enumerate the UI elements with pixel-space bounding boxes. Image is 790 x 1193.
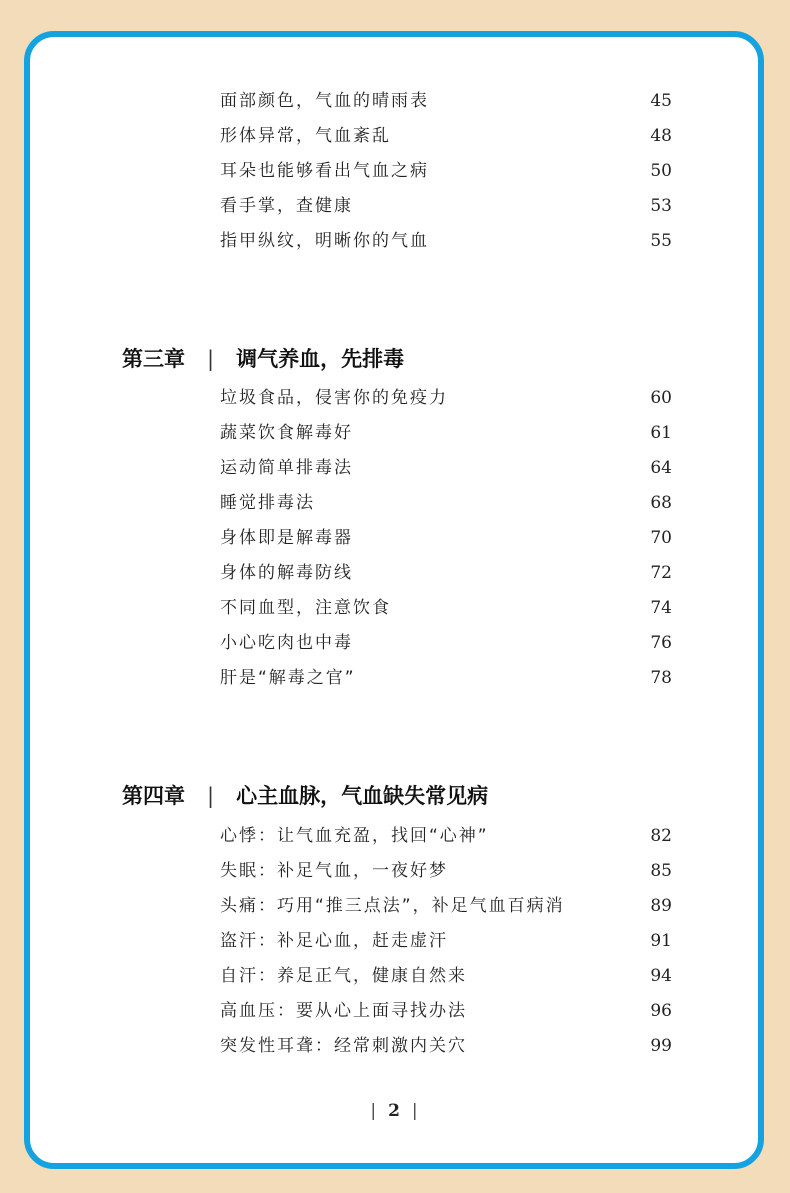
chapter-number: 第三章 — [122, 346, 185, 371]
toc-entry[interactable] — [30, 856, 758, 886]
entry-title: 盗汗：补足心血，赶走虚汗 — [220, 931, 448, 951]
entry-title: 形体异常，气血紊乱 — [220, 126, 391, 146]
entry-page: 72 — [650, 563, 672, 583]
entry-title: 不同血型，注意饮食 — [220, 598, 391, 618]
toc-entry[interactable] — [30, 86, 758, 116]
entry-page: 61 — [650, 423, 672, 443]
entry-page: 82 — [650, 826, 672, 846]
entry-page: 60 — [650, 388, 672, 408]
toc-entry[interactable] — [30, 996, 758, 1026]
entry-title: 头痛：巧用“推三点法”，补足气血百病消 — [220, 896, 565, 916]
page-number: 2 — [388, 1101, 400, 1121]
entry-title: 面部颜色，气血的晴雨表 — [220, 91, 429, 111]
entry-page: 78 — [650, 668, 672, 688]
entry-page: 99 — [650, 1036, 672, 1056]
entry-title: 指甲纵纹，明晰你的气血 — [220, 231, 429, 251]
entry-page: 76 — [650, 633, 672, 653]
entry-title: 小心吃肉也中毒 — [220, 633, 353, 653]
toc-card — [24, 31, 764, 1169]
chapter-title: 调气养血，先排毒 — [236, 346, 405, 371]
toc-entry[interactable] — [30, 488, 758, 518]
entry-title: 蔬菜饮食解毒好 — [220, 423, 353, 443]
chapter-number: 第四章 — [122, 783, 185, 808]
entry-title: 身体的解毒防线 — [220, 563, 353, 583]
entry-page: 48 — [650, 126, 672, 146]
entry-title: 突发性耳聋：经常刺激内关穴 — [220, 1036, 467, 1056]
entry-page: 74 — [650, 598, 672, 618]
entry-page: 53 — [650, 196, 672, 216]
entry-page: 89 — [650, 896, 672, 916]
entry-page: 45 — [650, 91, 672, 111]
toc-entry[interactable] — [30, 558, 758, 588]
toc-entry[interactable] — [30, 961, 758, 991]
toc-entry[interactable] — [30, 1031, 758, 1061]
toc-entry[interactable] — [30, 156, 758, 186]
entry-page: 96 — [650, 1001, 672, 1021]
toc-entry[interactable] — [30, 418, 758, 448]
toc-entry[interactable] — [30, 383, 758, 413]
entry-page: 50 — [650, 161, 672, 181]
toc-entry[interactable] — [30, 593, 758, 623]
toc-entry[interactable] — [30, 191, 758, 221]
entry-title: 失眠：补足气血，一夜好梦 — [220, 861, 448, 881]
toc-entry[interactable] — [30, 523, 758, 553]
entry-title: 身体即是解毒器 — [220, 528, 353, 548]
entry-title: 心悸：让气血充盈，找回“心神” — [220, 826, 489, 846]
toc-entry[interactable] — [30, 226, 758, 256]
page-number-footer — [30, 1101, 758, 1121]
chapter-heading — [122, 778, 488, 814]
entry-page: 55 — [650, 231, 672, 251]
chapter-title: 心主血脉，气血缺失常见病 — [236, 783, 489, 808]
toc-entry[interactable] — [30, 926, 758, 956]
entry-title: 运动简单排毒法 — [220, 458, 353, 478]
toc-entry[interactable] — [30, 628, 758, 658]
entry-page: 94 — [650, 966, 672, 986]
entry-page: 64 — [650, 458, 672, 478]
entry-title: 肝是“解毒之官” — [220, 668, 356, 688]
page-number-bar-left: | — [370, 1101, 377, 1121]
entry-title: 高血压：要从心上面寻找办法 — [220, 1001, 467, 1021]
page-number-bar-right: | — [411, 1101, 418, 1121]
toc-entry[interactable] — [30, 891, 758, 921]
entry-page: 91 — [650, 931, 672, 951]
toc-entry[interactable] — [30, 821, 758, 851]
chapter-separator: | — [207, 784, 215, 808]
entry-title: 看手掌，查健康 — [220, 196, 353, 216]
entry-page: 68 — [650, 493, 672, 513]
chapter-heading — [122, 341, 404, 377]
toc-entry[interactable] — [30, 453, 758, 483]
chapter-separator: | — [207, 347, 215, 371]
entry-title: 耳朵也能够看出气血之病 — [220, 161, 429, 181]
toc-entry[interactable] — [30, 663, 758, 693]
entry-page: 70 — [650, 528, 672, 548]
toc-entry[interactable] — [30, 121, 758, 151]
entry-title: 睡觉排毒法 — [220, 493, 315, 513]
entry-page: 85 — [650, 861, 672, 881]
entry-title: 垃圾食品，侵害你的免疫力 — [220, 388, 448, 408]
entry-title: 自汗：养足正气，健康自然来 — [220, 966, 467, 986]
